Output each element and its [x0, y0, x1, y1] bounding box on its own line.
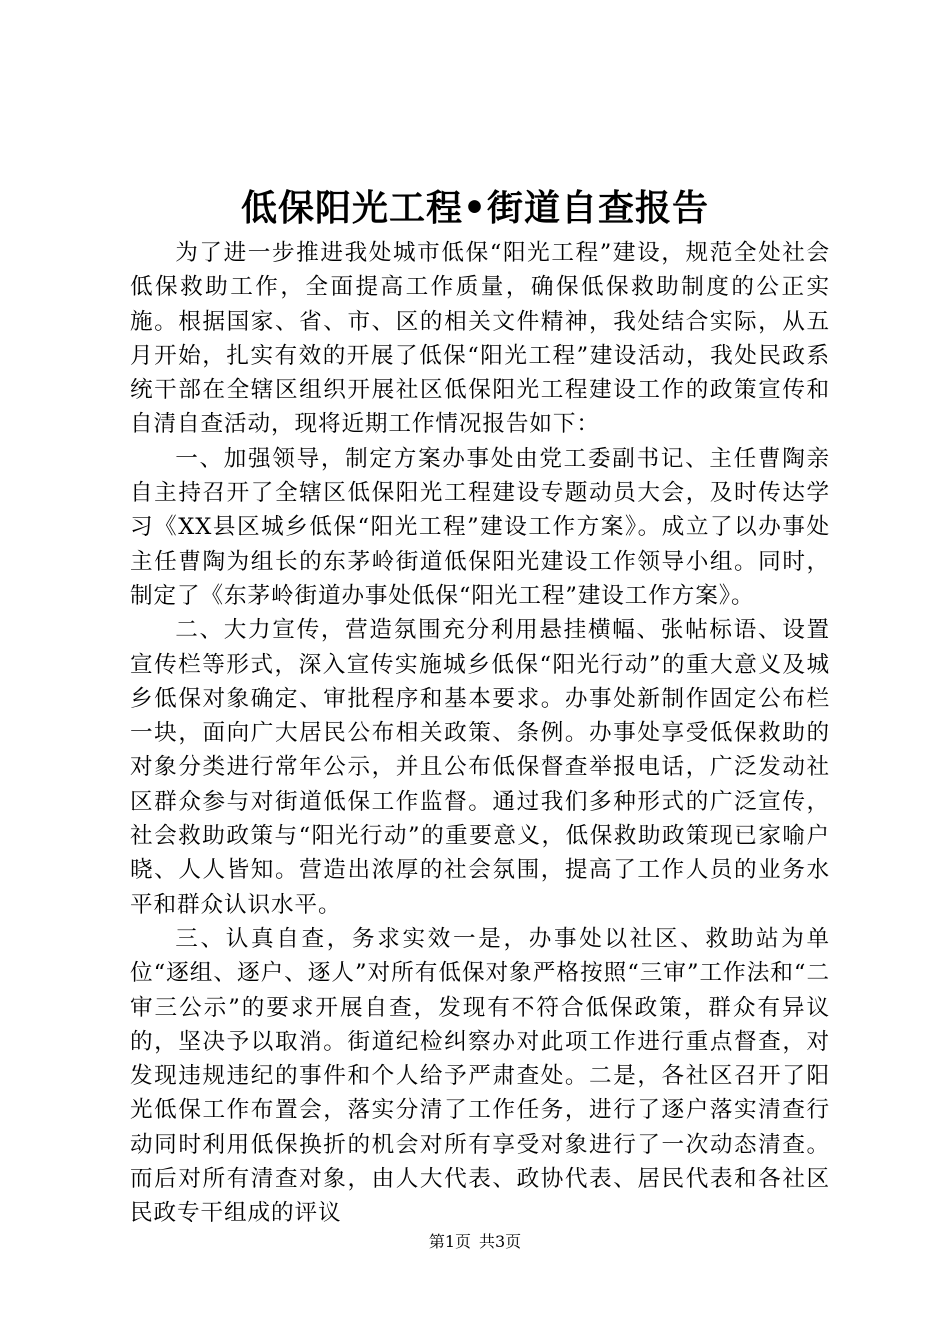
document-title: 低保阳光工程•街道自查报告 — [240, 187, 709, 229]
paragraph-intro: 为了进一步推进我处城市低保“阳光工程”建设，规范全处社会低保救助工作，全面提高工作质量，确保低保救助制度的公正实施。根据国家、省、市、区的相关文件精神，我处结合实际，从五月开始，扎实有效的开展了低保“阳光工程”建设活动，我处民政系统干部在全辖区组织开展社区低保阳光工程建设工作的政策宣传和自清自查活动，现将近期工作情况报告如下： — [130, 240, 830, 438]
paragraph-section-3: 三、认真自查，务求实效一是，办事处以社区、救助站为单位“逐组、逐户、逐人”对所有低保对象严格按照“三审”工作法和“二审三公示”的要求开展自查，发现有不符合低保政策，群众有异议的，坚决予以取消。街道纪检纠察办对此项工作进行重点督查，对发现违规违纪的事件和个人给予严肃查处。二是，各社区召开了阳光低保工作布置会，落实分清了工作任务，进行了逐户落实清查行动同时利用低保换折的机会对所有享受对象进行了一次动态清查。而后对所有清查对象，由人大代表、政协代表、居民代表和各社区民政专干组成的评议 — [130, 925, 830, 1227]
page-number: 第1页 — [428, 1232, 471, 1251]
page-total: 共3页 — [479, 1232, 522, 1251]
page-footer — [0, 1230, 950, 1254]
paragraph-section-1: 一、加强领导，制定方案办事处由党工委副书记、主任曹陶亲自主持召开了全辖区低保阳光工程建设专题动员大会，及时传达学习《XX县区城乡低保“阳光工程”建设工作方案》。成立了以办事处主任曹陶为组长的东茅岭街道低保阳光建设工作领导小组。同时，制定了《东茅岭街道办事处低保“阳光工程”建设工作方案》。 — [130, 445, 830, 609]
document-body — [130, 236, 830, 1231]
paragraph-section-2: 二、大力宣传，营造氛围充分利用悬挂横幅、张帖标语、设置宣传栏等形式，深入宣传实施城乡低保“阳光行动”的重大意义及城乡低保对象确定、审批程序和基本要求。办事处新制作固定公布栏一块，面向广大居民公布相关政策、条例。办事处享受低保救助的对象分类进行常年公示，并且公布低保督查举报电话，广泛发动社区群众参与对街道低保工作监督。通过我们多种形式的广泛宣传，社会救助政策与“阳光行动”的重要意义，低保救助政策现已家喻户晓、人人皆知。营造出浓厚的社会氛围，提高了工作人员的业务水平和群众认识水平。 — [130, 617, 830, 918]
